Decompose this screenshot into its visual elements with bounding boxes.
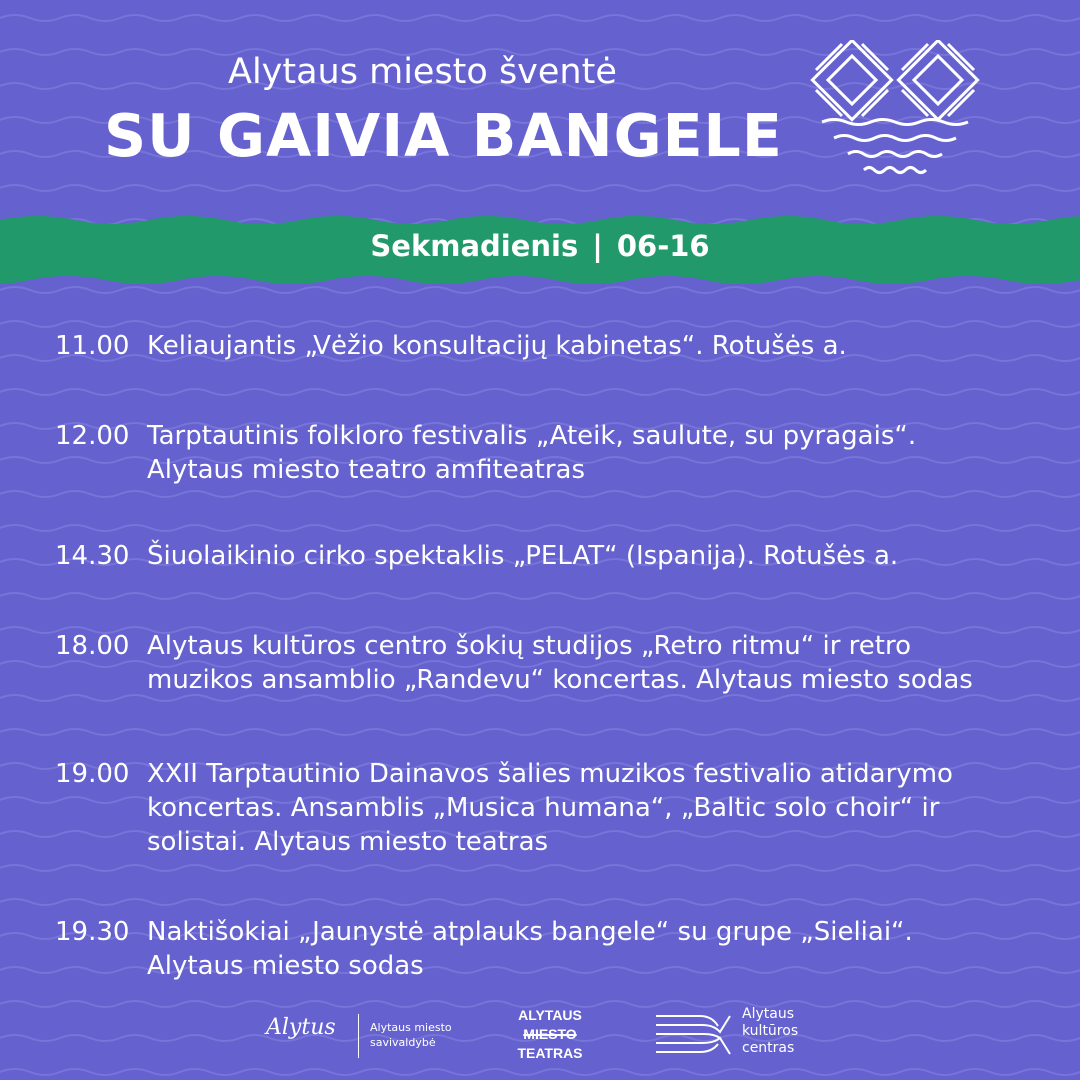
culture-centre-line: centras bbox=[742, 1040, 795, 1056]
logo-divider bbox=[358, 1014, 359, 1058]
event-description-line: muzikos ansamblio „Randevu“ koncertas. Alytaus miesto sodas bbox=[147, 665, 973, 695]
event-description-line: Alytaus miesto teatro amfiteatras bbox=[147, 455, 586, 485]
date-bar bbox=[0, 226, 1080, 266]
event-time: 11.00 bbox=[55, 331, 130, 361]
event-description-line: Tarptautinis folkloro festivalis „Ateik, saulute, su pyragais“. bbox=[147, 421, 917, 451]
background-wave-line bbox=[0, 729, 1080, 735]
event-time: 14.30 bbox=[55, 541, 130, 571]
background-wave-line bbox=[0, 389, 1080, 395]
event-time: 12.00 bbox=[55, 421, 130, 451]
emblem-weave-line bbox=[902, 44, 928, 70]
event-description-line: solistai. Alytaus miesto teatras bbox=[147, 827, 549, 857]
emblem-wave-line bbox=[822, 120, 968, 125]
emblem-square-inner bbox=[914, 56, 962, 104]
emblem-weave-line bbox=[816, 44, 842, 70]
event-description-line: Alytaus kultūros centro šokių studijos „Retro ritmu“ ir retro bbox=[147, 631, 911, 661]
date-separator: | bbox=[592, 229, 603, 263]
emblem-square-outline bbox=[898, 40, 977, 119]
emblem-weave-line bbox=[902, 90, 928, 116]
event-description-line: koncertas. Ansamblis „Musica humana“, „Baltic solo choir“ ir bbox=[147, 793, 940, 823]
emblem-weave-line bbox=[862, 90, 888, 116]
background-wave-line bbox=[0, 593, 1080, 599]
event-description bbox=[147, 915, 1007, 983]
city-administration-logo bbox=[370, 1020, 480, 1050]
culture-centre-line: Alytaus bbox=[742, 1006, 794, 1022]
city-admin-line: savivaldybė bbox=[370, 1036, 436, 1049]
theatre-logo-line: MIESTO bbox=[523, 1026, 577, 1042]
emblem-weave-line bbox=[948, 90, 974, 116]
city-logo-script: Alytus bbox=[266, 1015, 336, 1040]
background-wave-line bbox=[0, 15, 1080, 21]
event-description-line: Alytaus miesto sodas bbox=[147, 951, 424, 981]
background-wave-line bbox=[0, 185, 1080, 191]
background-wave-line bbox=[0, 899, 1080, 905]
background-wave-line bbox=[0, 865, 1080, 871]
footer-logos bbox=[0, 1000, 1080, 1080]
event-description bbox=[147, 419, 1007, 487]
event-time: 19.30 bbox=[55, 917, 130, 947]
emblem-wave-line bbox=[848, 152, 942, 157]
emblem-wave-line bbox=[864, 168, 926, 173]
background-wave-line bbox=[0, 491, 1080, 497]
festival-title: SU GAIVIA BANGELE bbox=[104, 102, 783, 170]
emblem-weave-line bbox=[816, 90, 842, 116]
background-wave-line bbox=[0, 321, 1080, 327]
theatre-logo-line: ALYTAUS bbox=[518, 1007, 582, 1023]
emblem-square-inner bbox=[828, 56, 876, 104]
culture-centre-line: kultūros bbox=[742, 1023, 799, 1039]
background-wave-line bbox=[0, 525, 1080, 531]
day-label: Sekmadienis bbox=[370, 229, 579, 263]
culture-centre-logo bbox=[742, 1006, 852, 1057]
culture-centre-lines-icon bbox=[654, 1008, 734, 1064]
woven-heart-with-waves-icon bbox=[800, 40, 990, 185]
event-time: 19.00 bbox=[55, 759, 130, 789]
city-theatre-logo bbox=[500, 1006, 600, 1063]
event-description-line: Šiuolaikinio cirko spektaklis „PELAT“ (Ispanija). Rotušės a. bbox=[147, 541, 899, 571]
emblem-square-outline bbox=[812, 40, 891, 119]
event-description-line: Keliaujantis „Vėžio konsultacijų kabinetas“. Rotušės a. bbox=[147, 331, 847, 361]
date-label: 06-16 bbox=[616, 229, 710, 263]
emblem-wave-line bbox=[834, 136, 956, 141]
event-description bbox=[147, 757, 1007, 859]
event-description bbox=[147, 329, 1007, 363]
event-description-line: Naktišokiai „Jaunystė atplauks bangele“ su grupe „Sieliai“. bbox=[147, 917, 913, 947]
festival-subtitle: Alytaus miesto šventė bbox=[228, 52, 617, 92]
event-time: 18.00 bbox=[55, 631, 130, 661]
theatre-logo-line: TEATRAS bbox=[517, 1045, 583, 1061]
city-admin-line: Alytaus miesto bbox=[370, 1021, 452, 1034]
event-description-line: XXII Tarptautinio Dainavos šalies muzikos festivalio atidarymo bbox=[147, 759, 953, 789]
emblem-weave-line bbox=[948, 44, 974, 70]
event-description bbox=[147, 539, 1007, 573]
emblem-weave-line bbox=[862, 44, 888, 70]
event-description bbox=[147, 629, 1007, 697]
